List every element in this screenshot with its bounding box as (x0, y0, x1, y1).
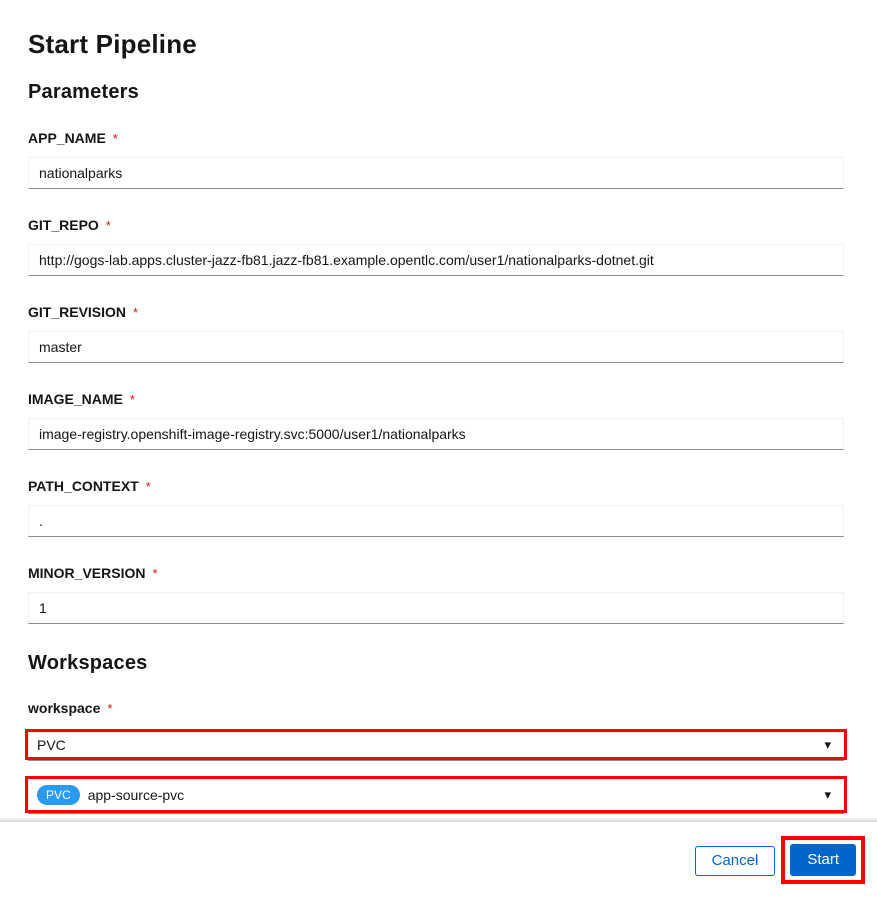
git-revision-input[interactable] (28, 331, 844, 363)
pvc-name: app-source-pvc (87, 787, 185, 803)
required-asterisk: * (107, 701, 113, 716)
field-label (28, 392, 844, 407)
path-context-input[interactable] (28, 505, 844, 537)
workspace-type-annotation-highlight (25, 729, 847, 760)
start-button[interactable]: Start (790, 844, 856, 876)
field-label-text: IMAGE_NAME (28, 391, 123, 407)
workspace-label-text: workspace (28, 700, 101, 716)
pvc-select[interactable] (28, 779, 844, 810)
select-underline (28, 813, 844, 814)
workspace-type-select[interactable] (28, 732, 844, 757)
page-title: Start Pipeline (28, 29, 197, 59)
section-heading-parameters: Parameters (28, 81, 139, 103)
required-asterisk: * (112, 131, 118, 146)
field-label-text: PATH_CONTEXT (28, 478, 139, 494)
required-asterisk: * (105, 218, 111, 233)
section-heading-workspaces: Workspaces (28, 652, 148, 674)
caret-down-icon: ▾ (824, 737, 831, 752)
field-label (28, 218, 844, 233)
pvc-badge: PVC (37, 785, 80, 805)
field-group-git-repo (28, 218, 844, 276)
minor-version-input[interactable] (28, 592, 844, 624)
field-label (28, 479, 844, 494)
field-label-text: MINOR_VERSION (28, 565, 146, 581)
field-label-text: GIT_REPO (28, 217, 99, 233)
field-group-path-context (28, 479, 844, 537)
required-asterisk: * (129, 392, 135, 407)
field-group-image-name (28, 392, 844, 450)
field-label-text: APP_NAME (28, 130, 106, 146)
field-label (28, 566, 844, 581)
required-asterisk: * (152, 566, 158, 581)
action-bar (0, 822, 877, 900)
field-group-app-name (28, 131, 844, 189)
caret-down-icon: ▾ (824, 787, 831, 802)
field-group-git-revision (28, 305, 844, 363)
field-label-text: GIT_REVISION (28, 304, 127, 320)
field-label (28, 305, 844, 320)
field-label (28, 131, 844, 146)
pvc-select-annotation-highlight (25, 776, 847, 813)
required-asterisk: * (133, 305, 139, 320)
image-name-input[interactable] (28, 418, 844, 450)
git-repo-input[interactable] (28, 244, 844, 276)
parameters-fields (28, 131, 844, 624)
field-group-minor-version (28, 566, 844, 624)
select-underline (28, 760, 844, 761)
start-button-annotation-highlight (781, 836, 865, 884)
pvc-selected-value (37, 785, 184, 805)
app-name-input[interactable] (28, 157, 844, 189)
required-asterisk: * (145, 479, 151, 494)
workspace-label (28, 701, 844, 716)
cancel-button[interactable]: Cancel (695, 846, 776, 876)
workspace-type-selected-value: PVC (37, 737, 66, 753)
